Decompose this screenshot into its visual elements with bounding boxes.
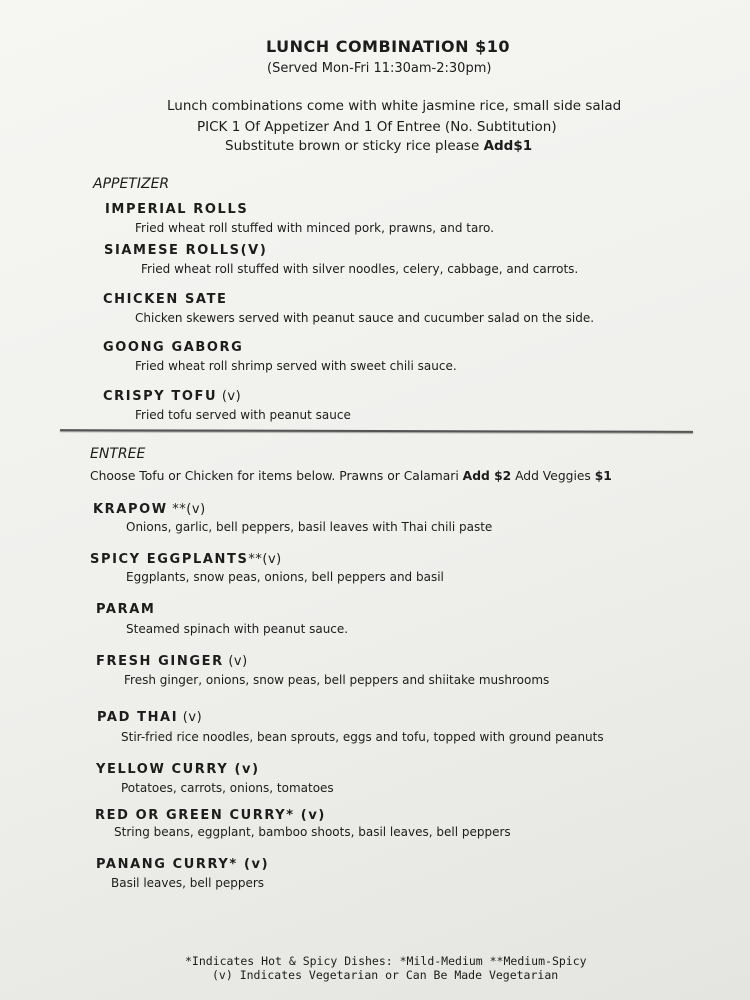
service-hours: (Served Mon-Fri 11:30am-2:30pm) [267,61,492,76]
entree-item-desc: Fresh ginger, onions, snow peas, bell peppers and shiitake mushrooms [124,673,550,687]
entree-item-name: PARAM [96,602,156,617]
entree-item-desc: Basil leaves, bell peppers [111,876,265,890]
appetizer-item-desc: Fried wheat roll stuffed with minced pork, prawns, and taro. [135,221,494,235]
appetizer-item-desc: Fried wheat roll stuffed with silver noodles, celery, cabbage, and carrots. [141,262,579,276]
entree-item-name: PANANG CURRY* (v) [96,857,270,872]
entree-item-name: SPICY EGGPLANTS**(v) [90,552,282,567]
appetizer-heading: APPETIZER [93,176,170,192]
appetizer-item-desc: Chicken skewers served with peanut sauce and cucumber salad on the side. [135,311,595,325]
entree-item-desc: String beans, eggplant, bamboo shoots, basil leaves, bell peppers [114,825,511,839]
appetizer-item-desc: Fried tofu served with peanut sauce [135,408,351,422]
entree-item-name: KRAPOW **(v) [93,502,206,517]
entree-item-name: FRESH GINGER (v) [96,654,248,669]
appetizer-item-name: SIAMESE ROLLS(V) [104,243,268,258]
entree-item-name: PAD THAI (v) [97,710,203,725]
spicy-legend: *Indicates Hot & Spicy Dishes: *Mild-Medium **Medium-Spicy [185,954,587,968]
appetizer-item-desc: Fried wheat roll shrimp served with sweet chili sauce. [135,359,457,373]
entree-item-desc: Onions, garlic, bell peppers, basil leaves with Thai chili paste [126,520,493,534]
entree-item-desc: Eggplants, snow peas, onions, bell peppers and basil [126,570,444,584]
entree-item-desc: Steamed spinach with peanut sauce. [126,622,349,636]
section-divider [60,429,693,433]
appetizer-item-name: CRISPY TOFU (v) [103,389,242,404]
entree-item-desc: Stir-fried rice noodles, bean sprouts, eggs and tofu, topped with ground peanuts [121,730,604,744]
vegetarian-legend: (v) Indicates Vegetarian or Can Be Made Vegetarian [212,968,559,982]
entree-item-name: YELLOW CURRY (v) [96,762,260,777]
menu-title: LUNCH COMBINATION $10 [266,37,510,56]
entree-item-name: RED OR GREEN CURRY* (v) [95,808,326,823]
appetizer-item-name: CHICKEN SATE [103,292,228,307]
intro-line-3-text: Substitute brown or sticky rice please [225,138,484,154]
entree-instructions: Choose Tofu or Chicken for items below. Prawns or Calamari Add $2 Add Veggies $1 [90,469,612,483]
intro-line-3 [225,138,532,154]
veggies-price: $1 [594,469,612,483]
appetizer-item-name: IMPERIAL ROLLS [105,202,249,217]
intro-line-2: PICK 1 Of Appetizer And 1 Of Entree (No. Subtitution) [197,119,557,135]
prawns-price: Add $2 [462,469,512,483]
intro-line-1: Lunch combinations come with white jasmine rice, small side salad [167,98,622,114]
appetizer-item-name: GOONG GABORG [103,340,244,355]
intro-line-3-price: Add$1 [483,138,533,154]
entree-item-desc: Potatoes, carrots, onions, tomatoes [121,781,334,795]
entree-heading: ENTREE [90,446,146,462]
